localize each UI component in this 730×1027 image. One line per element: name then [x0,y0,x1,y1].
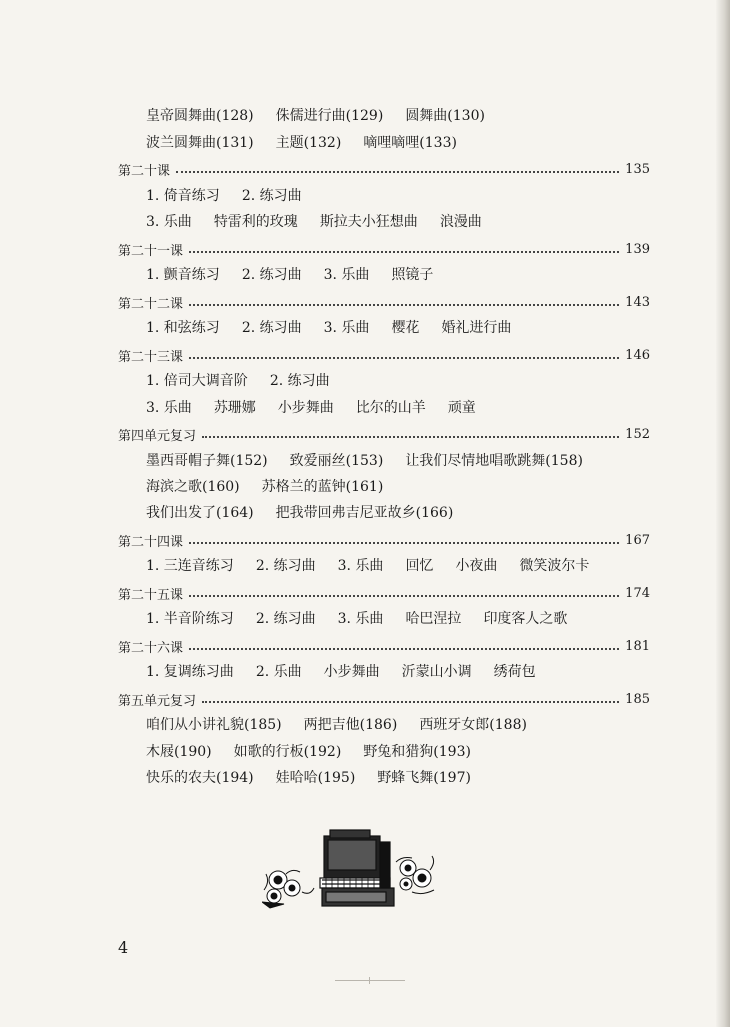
toc-item: 小步舞曲 [277,400,334,416]
toc-item: 2. 练习曲 [241,188,302,204]
toc-lesson-entry [118,530,650,550]
toc-item: 2. 乐曲 [255,664,302,680]
toc-lesson-title: 第四单元复习 [118,428,197,444]
toc-item: 皇帝圆舞曲(128) [146,108,254,124]
toc-item: 1. 倍司大调音阶 [146,373,248,389]
toc-item: 让我们尽情地唱歌跳舞(158) [405,453,583,469]
toc-item: 3. 乐曲 [337,611,384,627]
toc-item: 比尔的山羊 [355,400,426,416]
toc-item: 致爱丽丝(153) [289,453,384,469]
footer-crop-mark [335,980,405,981]
toc-item-line [146,556,589,576]
toc-leader-dots [202,700,619,703]
toc-item: 哈巴涅拉 [405,611,462,627]
toc-item: 斯拉夫小狂想曲 [319,214,418,230]
toc-item-line [146,398,476,418]
toc-page-number: 135 [625,161,650,177]
toc-item-line [146,133,457,153]
toc-leader-dots [189,541,619,544]
toc-leader-dots [202,435,619,438]
toc-item: 回忆 [405,558,434,574]
toc-item: 浪漫曲 [439,214,482,230]
toc-item: 顽童 [447,400,476,416]
left-flowers-icon [262,870,314,908]
toc-lesson-entry [118,345,650,365]
toc-item: 如歌的行板(192) [233,744,342,760]
toc-item: 圆舞曲(130) [405,108,485,124]
toc-lesson-title: 第二十一课 [118,243,184,259]
page-edge-shadow [716,0,730,1027]
toc-item: 1. 和弦练习 [146,320,220,336]
toc-item: 3. 乐曲 [323,320,370,336]
toc-lesson-title: 第二十四课 [118,534,184,550]
toc-item-line [146,451,583,471]
toc-item: 2. 练习曲 [255,611,316,627]
toc-item-line [146,477,383,497]
toc-item-line [146,186,302,206]
toc-item: 娃哈哈(195) [275,770,356,786]
toc-item: 苏珊娜 [213,400,256,416]
right-flowers-icon [396,856,434,894]
toc-page-number: 146 [625,347,650,363]
toc-lesson-entry [118,424,650,444]
toc-leader-dots [176,170,619,173]
toc-item: 嘀哩嘀哩(133) [363,135,457,151]
toc-leader-dots [189,250,619,253]
toc-item: 婚礼进行曲 [441,320,512,336]
toc-item: 微笑波尔卡 [519,558,590,574]
toc-item-line [146,212,482,232]
toc-item: 野兔和猎狗(193) [363,744,471,760]
toc-item: 1. 颤音练习 [146,267,220,283]
toc-item: 特雷利的玫瑰 [213,214,298,230]
toc-page-number: 185 [625,691,650,707]
toc-leader-dots [189,356,619,359]
toc-lesson-entry [118,636,650,656]
toc-item-line [146,503,453,523]
toc-page-number: 139 [625,241,650,257]
toc-item: 侏儒进行曲(129) [275,108,384,124]
toc-lesson-title: 第五单元复习 [118,693,197,709]
toc-item: 1. 三连音练习 [146,558,234,574]
toc-page-number: 143 [625,294,650,310]
toc-item: 我们出发了(164) [146,505,254,521]
organ-icon [320,830,394,906]
toc-leader-dots [189,647,619,650]
toc-lesson-entry [118,239,650,259]
toc-item-line [146,768,471,788]
toc-lesson-title: 第二十六课 [118,640,184,656]
toc-item-line [146,662,536,682]
toc-item: 沂蒙山小调 [401,664,472,680]
toc-item: 咱们从小讲礼貌(185) [146,717,282,733]
toc-item: 苏格兰的蓝钟(161) [261,479,384,495]
toc-item: 绣荷包 [493,664,536,680]
toc-item: 快乐的农夫(194) [146,770,254,786]
electronic-organ-illustration [262,822,438,912]
toc-lesson-title: 第二十课 [118,163,171,179]
toc-page-number: 167 [625,532,650,548]
toc-item: 1. 复调练习曲 [146,664,234,680]
toc-item: 小夜曲 [455,558,498,574]
toc-item-line [146,609,567,629]
toc-page-number: 152 [625,426,650,442]
toc-item-line [146,371,330,391]
toc-item: 把我带回弗吉尼亚故乡(166) [275,505,454,521]
toc-page-number: 174 [625,585,650,601]
toc-item: 西班牙女郎(188) [419,717,527,733]
toc-item: 1. 半音阶练习 [146,611,234,627]
page-number: 4 [118,938,129,957]
toc-item-line [146,265,433,285]
toc-item: 3. 乐曲 [323,267,370,283]
toc-item: 墨西哥帽子舞(152) [146,453,268,469]
toc-lesson-title: 第二十二课 [118,296,184,312]
toc-item: 2. 练习曲 [269,373,330,389]
toc-item: 照镜子 [391,267,434,283]
toc-item: 两把吉他(186) [303,717,398,733]
toc-item: 3. 乐曲 [146,400,192,416]
toc-page-number: 181 [625,638,650,654]
toc-item: 印度客人之歌 [483,611,568,627]
toc-item: 3. 乐曲 [146,214,192,230]
toc-item: 3. 乐曲 [337,558,384,574]
toc-item: 樱花 [391,320,420,336]
toc-item-line [146,715,527,735]
toc-item: 2. 练习曲 [255,558,316,574]
toc-lesson-entry [118,583,650,603]
toc-item: 主题(132) [275,135,342,151]
toc-leader-dots [189,303,619,306]
toc-item: 海滨之歌(160) [146,479,240,495]
toc-item: 1. 倚音练习 [146,188,220,204]
toc-lesson-title: 第二十三课 [118,349,184,365]
toc-item: 2. 练习曲 [241,267,302,283]
toc-lesson-entry [118,159,650,179]
toc-item: 木屐(190) [146,744,212,760]
toc-item: 2. 练习曲 [241,320,302,336]
toc-item-line [146,318,511,338]
toc-lesson-title: 第二十五课 [118,587,184,603]
toc-item: 小步舞曲 [323,664,380,680]
toc-item-line [146,742,471,762]
toc-item: 野蜂飞舞(197) [377,770,471,786]
toc-lesson-entry [118,292,650,312]
toc-lesson-entry [118,689,650,709]
toc-item: 波兰圆舞曲(131) [146,135,254,151]
toc-leader-dots [189,594,619,597]
toc-item-line [146,106,485,126]
